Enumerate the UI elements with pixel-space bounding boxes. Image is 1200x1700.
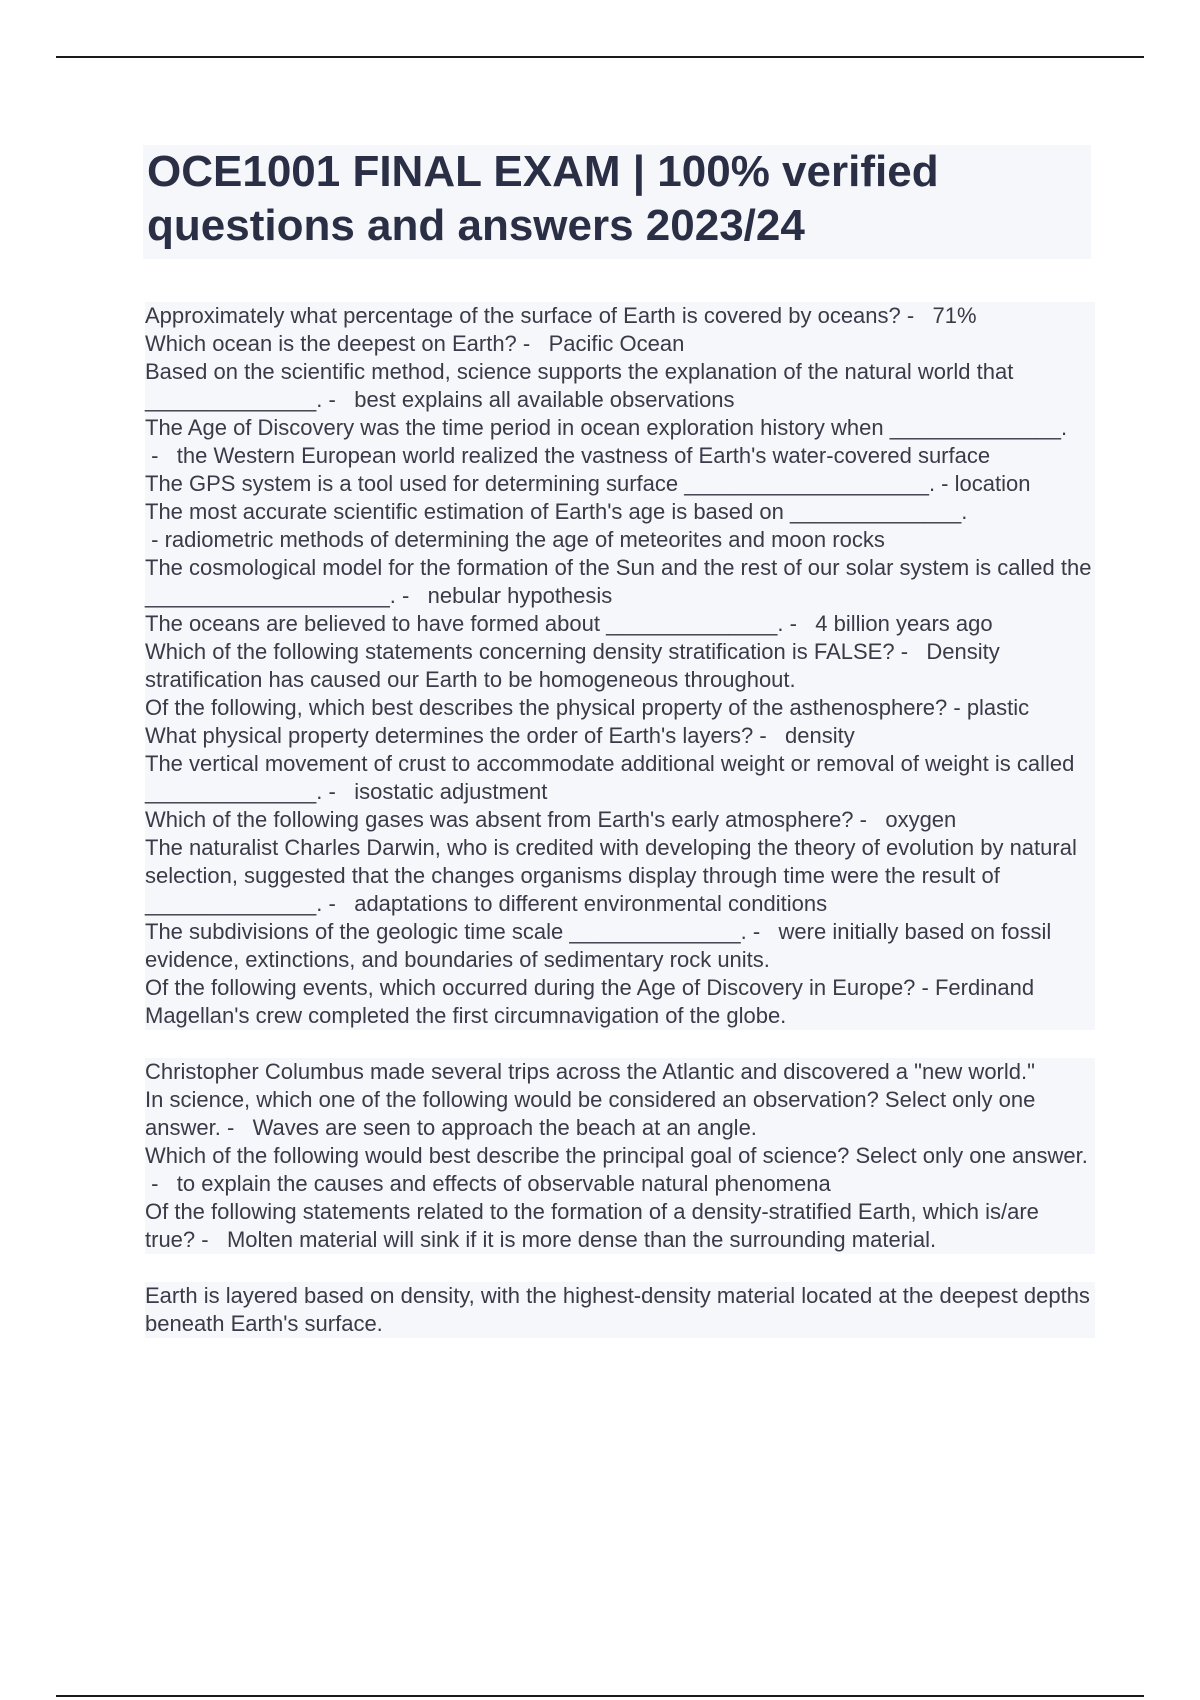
question-text: Of the following events, which occurred during the Age of Discovery in Europe? [145, 975, 916, 1000]
qa-item [145, 498, 1095, 554]
qa-item [145, 834, 1095, 918]
question-text: The subdivisions of the geologic time scale ______________. [145, 919, 747, 944]
qa-separator: - [746, 919, 779, 944]
qa-item [145, 1086, 1095, 1142]
qa-item [145, 1198, 1095, 1254]
page-title: OCE1001 FINAL EXAM | 100% verified questions and answers 2023/24 [147, 147, 939, 250]
question-text: The oceans are believed to have formed about ______________. [145, 611, 784, 636]
answer-text: were initially based on fossil evidence, extinctions, and boundaries of sedimentary rock units. [145, 919, 1058, 972]
qa-item [145, 414, 1095, 470]
header-rule [56, 56, 1144, 58]
qa-separator: - [753, 723, 786, 748]
qa-separator: - [853, 807, 886, 832]
qa-item [145, 610, 1095, 638]
qa-separator: - [322, 387, 355, 412]
qa-list [145, 302, 1098, 1338]
qa-separator: - [935, 471, 955, 496]
answer-text: Waves are seen to approach the beach at an angle. [252, 1115, 757, 1140]
qa-item [145, 302, 1095, 330]
qa-separator: - [322, 891, 355, 916]
question-text: Which ocean is the deepest on Earth? [145, 331, 517, 356]
answer-text: Molten material will sink if it is more dense than the surrounding material. [226, 1227, 937, 1252]
qa-separator: - [915, 975, 935, 1000]
qa-item [145, 974, 1095, 1030]
qa-item [145, 638, 1095, 694]
qa-item [145, 918, 1095, 974]
answer-text: adaptations to different environmental conditions [354, 891, 828, 916]
qa-item [145, 330, 1095, 358]
qa-separator: - [894, 639, 927, 664]
qa-separator: - [220, 1115, 253, 1140]
qa-separator: - [900, 303, 933, 328]
question-text: The vertical movement of crust to accommodate additional weight or removal of weight is called ______________. [145, 751, 1081, 804]
answer-text: 71% [932, 303, 977, 328]
question-text: Which of the following statements concerning density stratification is FALSE? [145, 639, 895, 664]
answer-text: to explain the causes and effects of observable natural phenomena [176, 1171, 831, 1196]
question-text: Which of the following gases was absent from Earth's early atmosphere? [145, 807, 854, 832]
question-text: In science, which one of the following would be considered an observation? Select only one answer. [145, 1087, 1042, 1140]
qa-separator: - [145, 443, 177, 468]
qa-item [145, 358, 1095, 414]
qa-item [145, 1142, 1095, 1198]
title-block [143, 145, 1091, 259]
qa-item [145, 694, 1095, 722]
qa-item [145, 722, 1095, 750]
question-text: What physical property determines the order of Earth's layers? [145, 723, 754, 748]
answer-text: Ferdinand Magellan's crew completed the first circumnavigation of the globe. [145, 975, 1041, 1028]
question-text: The cosmological model for the formation of the Sun and the rest of our solar system is called the ____________________. [145, 555, 1098, 608]
answer-text: Christopher Columbus made several trips across the Atlantic and discovered a "new world." [145, 1059, 1035, 1084]
answer-text: nebular hypothesis [427, 583, 613, 608]
qa-separator: - [783, 611, 816, 636]
qa-separator: - [145, 527, 165, 552]
answer-text: Pacific Ocean [548, 331, 685, 356]
qa-item [145, 1058, 1095, 1086]
question-text: Which of the following would best describe the principal goal of science? Select only one answer. [145, 1143, 1088, 1168]
answer-text: 4 billion years ago [815, 611, 993, 636]
qa-separator: - [395, 583, 428, 608]
answer-text: location [954, 471, 1031, 496]
qa-separator: - [516, 331, 549, 356]
qa-separator: - [947, 695, 967, 720]
answer-text: best explains all available observations [354, 387, 735, 412]
qa-item [145, 806, 1095, 834]
answer-text: isostatic adjustment [354, 779, 548, 804]
question-text: Approximately what percentage of the surface of Earth is covered by oceans? [145, 303, 901, 328]
answer-text: radiometric methods of determining the age of meteorites and moon rocks [164, 527, 885, 552]
qa-item [145, 750, 1095, 806]
answer-text: Density stratification has caused our Earth to be homogeneous throughout. [145, 639, 1006, 692]
qa-separator: - [145, 1171, 177, 1196]
qa-item [145, 554, 1098, 610]
qa-item [145, 470, 1095, 498]
question-text: The Age of Discovery was the time period in ocean exploration history when ______________. [145, 415, 1068, 440]
question-text: The naturalist Charles Darwin, who is credited with developing the theory of evolution by natural selection, suggested that the changes organisms display through time were the result of ______________. [145, 835, 1083, 916]
answer-text: plastic [966, 695, 1030, 720]
question-text: Based on the scientific method, science supports the explanation of the natural world that ______________. [145, 359, 1020, 412]
answer-text: density [785, 723, 855, 748]
question-text: Of the following statements related to the formation of a density-stratified Earth, which is/are true? [145, 1199, 1046, 1252]
question-text: Of the following, which best describes the physical property of the asthenosphere? [145, 695, 948, 720]
answer-text: Earth is layered based on density, with the highest-density material located at the deepest depths beneath Earth's surface. [145, 1283, 1097, 1336]
qa-separator: - [322, 779, 355, 804]
answer-text: the Western European world realized the vastness of Earth's water-covered surface [176, 443, 991, 468]
question-text: The most accurate scientific estimation of Earth's age is based on ______________. [145, 499, 968, 524]
answer-text: oxygen [885, 807, 957, 832]
footer-rule [56, 1695, 1144, 1697]
qa-item [145, 1282, 1095, 1338]
qa-separator: - [195, 1227, 227, 1252]
question-text: The GPS system is a tool used for determining surface ____________________. [145, 471, 936, 496]
